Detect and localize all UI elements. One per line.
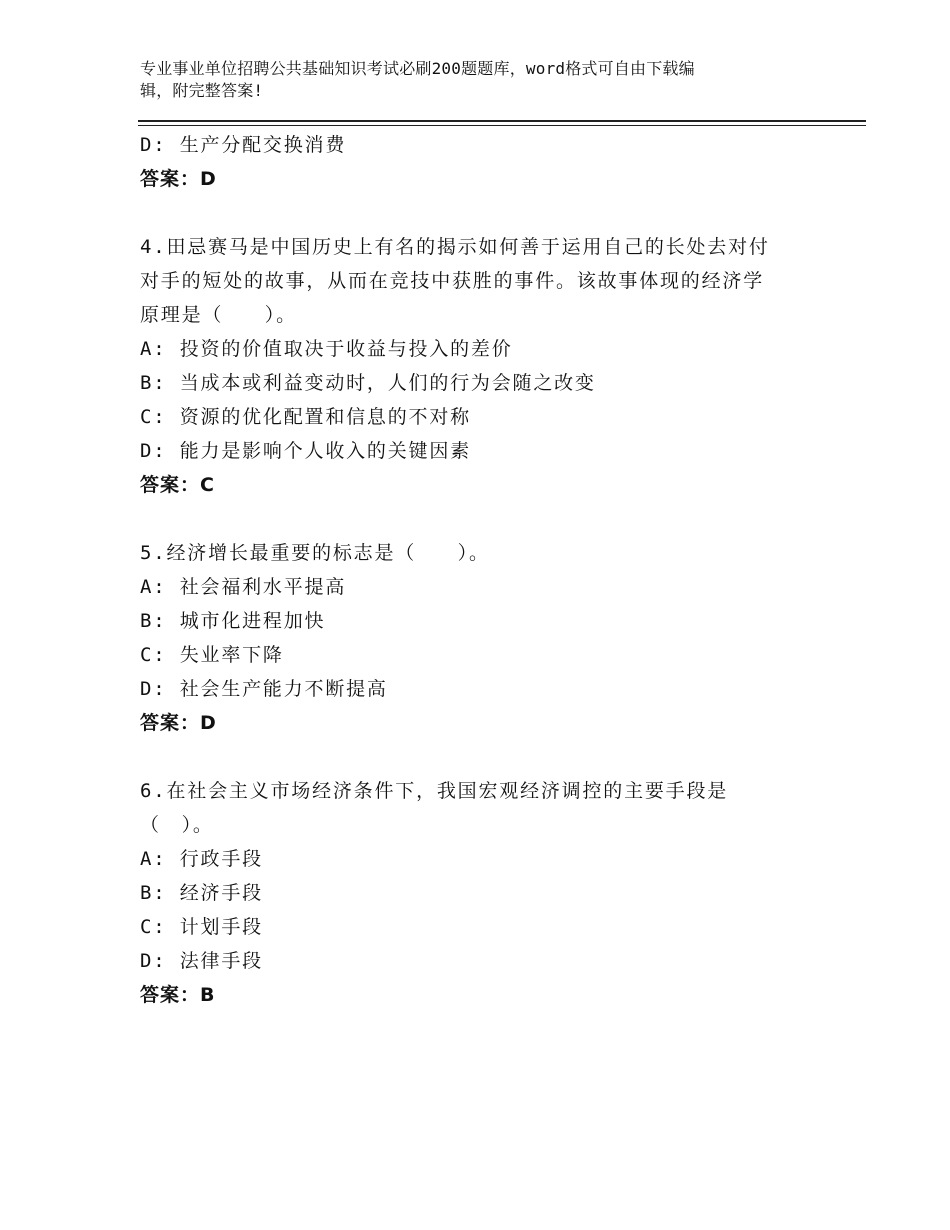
question-5 — [140, 536, 820, 740]
question-stem-line: 5.经济增长最重要的标志是（ ）。 — [140, 542, 490, 564]
header-rule-thick — [138, 120, 866, 122]
option-c: C: 失业率下降 — [140, 644, 284, 666]
question-stem-line: 6.在社会主义市场经济条件下，我国宏观经济调控的主要手段是 — [140, 780, 729, 802]
option-b: B: 城市化进程加快 — [140, 610, 326, 632]
question-stem-line: （ ）。 — [140, 814, 214, 836]
option-a: A: 社会福利水平提高 — [140, 576, 347, 598]
question-6 — [140, 774, 820, 1012]
option-a: A: 投资的价值取决于收益与投入的差价 — [140, 338, 513, 360]
option-a: A: 行政手段 — [140, 848, 263, 870]
option-c: C: 计划手段 — [140, 916, 263, 938]
spacer — [140, 196, 820, 230]
header-rule-thin — [138, 125, 866, 126]
answer-label: 答案：D — [140, 168, 217, 190]
question-4 — [140, 230, 820, 502]
spacer — [140, 740, 820, 774]
header-line-2: 辑，附完整答案! — [140, 81, 264, 100]
option-d: D: 生产分配交换消费 — [140, 134, 347, 156]
option-c: C: 资源的优化配置和信息的不对称 — [140, 406, 471, 428]
option-b: B: 经济手段 — [140, 882, 263, 904]
page-header — [140, 58, 790, 102]
option-d: D: 社会生产能力不断提高 — [140, 678, 388, 700]
question-stem-line: 对手的短处的故事，从而在竞技中获胜的事件。该故事体现的经济学 — [140, 270, 765, 292]
option-b: B: 当成本或利益变动时，人们的行为会随之改变 — [140, 372, 596, 394]
header-line-1: 专业事业单位招聘公共基础知识考试必刷200题题库，word格式可自由下载编 — [140, 59, 695, 78]
spacer — [140, 502, 820, 536]
option-d: D: 法律手段 — [140, 950, 263, 972]
question-list — [140, 128, 820, 1012]
question-3-tail — [140, 128, 820, 196]
answer-label: 答案：B — [140, 984, 216, 1006]
answer-label: 答案：D — [140, 712, 217, 734]
answer-label: 答案：C — [140, 474, 215, 496]
question-stem-line: 4.田忌赛马是中国历史上有名的揭示如何善于运用自己的长处去对付 — [140, 236, 770, 258]
option-d: D: 能力是影响个人收入的关键因素 — [140, 440, 471, 462]
question-stem-line: 原理是（ ）。 — [140, 304, 297, 326]
